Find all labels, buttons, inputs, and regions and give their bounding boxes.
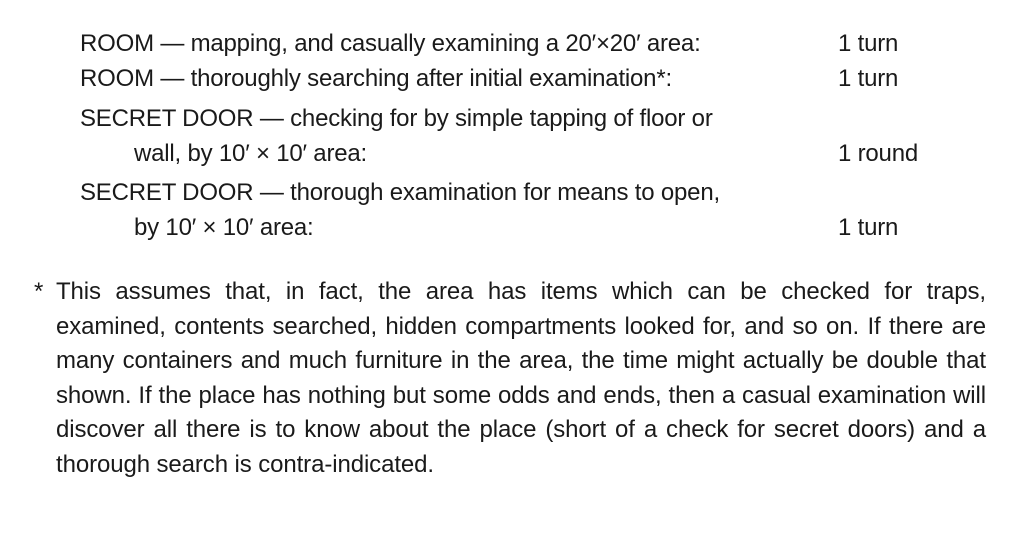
entry-description: ROOM — thoroughly searching after initial examination*: [80, 65, 672, 92]
entry-description: ROOM — mapping, and casually examining a 20′×20′ area: [80, 30, 701, 57]
entry-description: SECRET DOOR — thorough examination for means to open, [80, 179, 720, 206]
entry-description-continued: by 10′ × 10′ area: [134, 214, 314, 241]
entry-description: SECRET DOOR — checking for by simple tapping of floor or [80, 105, 713, 132]
footnote-marker: * [34, 278, 44, 305]
entry-description-continued: wall, by 10′ × 10′ area: [134, 140, 368, 167]
entry-time: 1 turn [838, 30, 899, 57]
footnote-text: This assumes that, in fact, the area has items which can be checked for traps, examined, contents searched, hidden compartments looked for, and so on. If there are many containers and much furniture in the area, the time might actually be double that shown. If the place has nothing but some odds and ends, then a casual examination will discover all there is to know about the place (short of a check for secret doors) and a thorough search is contra-indicated. [56, 278, 986, 478]
entry-time: 1 turn [838, 65, 899, 92]
footnote [34, 275, 986, 483]
entry-time: 1 turn [838, 214, 899, 241]
entry-time: 1 round [838, 140, 918, 167]
